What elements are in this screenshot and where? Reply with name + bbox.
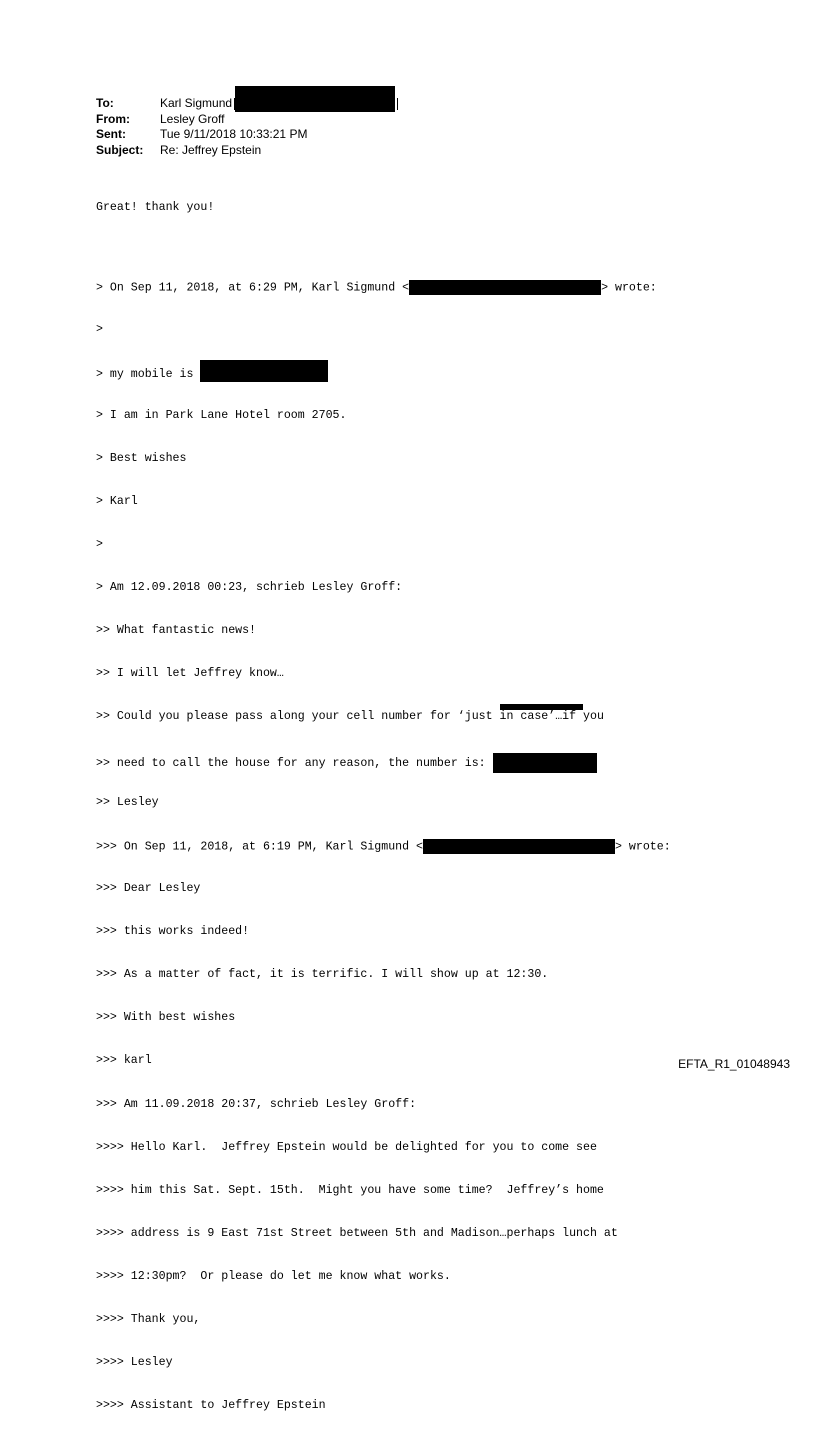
to-row	[96, 96, 398, 112]
quote-line: > I am in Park Lane Hotel room 2705.	[96, 409, 347, 422]
quote-line: >>>> 12:30pm? Or please do let me know what works.	[96, 1269, 451, 1283]
sent-value: Tue 9/11/2018 10:33:21 PM	[160, 127, 308, 142]
redaction-edge	[397, 98, 398, 110]
quote-line: >>>> Thank you,	[96, 1312, 201, 1326]
subject-row	[96, 143, 398, 158]
quote-line: >>> this works indeed!	[96, 925, 250, 939]
quote-line: >	[96, 322, 103, 336]
quote-text: >> Could you please pass along your cell number for ‘just	[96, 710, 500, 724]
quote-text: >> need to call the house for any reason, the number is:	[96, 757, 493, 771]
quote-line: >>> karl	[96, 1054, 152, 1068]
quote-line: >>>> him this Sat. Sept. 15th. Might you have some time? Jeffrey’s home	[96, 1183, 604, 1197]
sent-label: Sent:	[96, 127, 126, 142]
from-value: Lesley Groff	[160, 112, 225, 126]
redaction-block	[200, 360, 328, 382]
quote-text: > On Sep 11, 2018, at 6:29 PM, Karl Sigmund <	[96, 281, 410, 295]
quote-line: >>> With best wishes	[96, 1011, 236, 1025]
quote-line: >> What fantastic news!	[96, 624, 257, 638]
from-label: From:	[96, 112, 130, 126]
to-name: Karl Sigmund	[160, 96, 233, 110]
quote-line: >> I will let Jeffrey know…	[96, 667, 284, 681]
quote-line	[96, 710, 671, 724]
redaction-block	[235, 86, 395, 112]
greeting-line: Great! thank you!	[96, 200, 215, 214]
paragraph-gap	[96, 244, 671, 252]
quote-line: > Am 12.09.2018 00:23, schrieb Lesley Groff:	[96, 581, 403, 595]
email-header	[96, 96, 398, 158]
quote-line	[96, 280, 671, 294]
redaction-block	[409, 280, 601, 295]
quote-line: >>> Am 11.09.2018 20:37, schrieb Lesley Groff:	[96, 1097, 417, 1111]
quote-text: you	[583, 710, 604, 724]
subject-value: Re: Jeffrey Epstein	[160, 142, 262, 157]
quote-line	[96, 753, 671, 771]
quote-line: >	[96, 538, 103, 552]
quote-text: > wrote:	[601, 281, 657, 295]
quote-line: > Karl	[96, 495, 138, 509]
sent-row	[96, 127, 398, 142]
quote-line: >>> As a matter of fact, it is terrific. I will show up at 12:30.	[96, 968, 549, 982]
quote-text: > wrote:	[615, 840, 671, 854]
redaction-block	[423, 839, 615, 854]
partially-redacted-text: in case’…if	[499, 710, 584, 724]
quote-line: >>>> Lesley	[96, 1355, 173, 1369]
quote-line: >>>> Assistant to Jeffrey Epstein	[96, 1398, 326, 1412]
quote-line: > Best wishes	[96, 452, 187, 466]
quote-line	[96, 839, 671, 853]
email-body	[96, 172, 671, 1442]
redaction-block	[493, 753, 597, 773]
document-id: EFTA_R1_01048943	[678, 1057, 790, 1071]
quote-line: >>> Dear Lesley	[96, 882, 201, 896]
quote-line	[96, 366, 671, 380]
subject-label: Subject:	[96, 142, 144, 157]
quote-line: >> Lesley	[96, 796, 159, 810]
quote-text: > my mobile is	[96, 368, 201, 382]
from-row	[96, 112, 398, 127]
to-label: To:	[96, 96, 114, 110]
quote-line: >>>> Hello Karl. Jeffrey Epstein would be delighted for you to come see	[96, 1140, 597, 1154]
quote-text: >>> On Sep 11, 2018, at 6:19 PM, Karl Sigmund <	[96, 840, 423, 854]
quote-line: >>>> address is 9 East 71st Street between 5th and Madison…perhaps lunch at	[96, 1226, 618, 1240]
to-value	[160, 96, 398, 112]
